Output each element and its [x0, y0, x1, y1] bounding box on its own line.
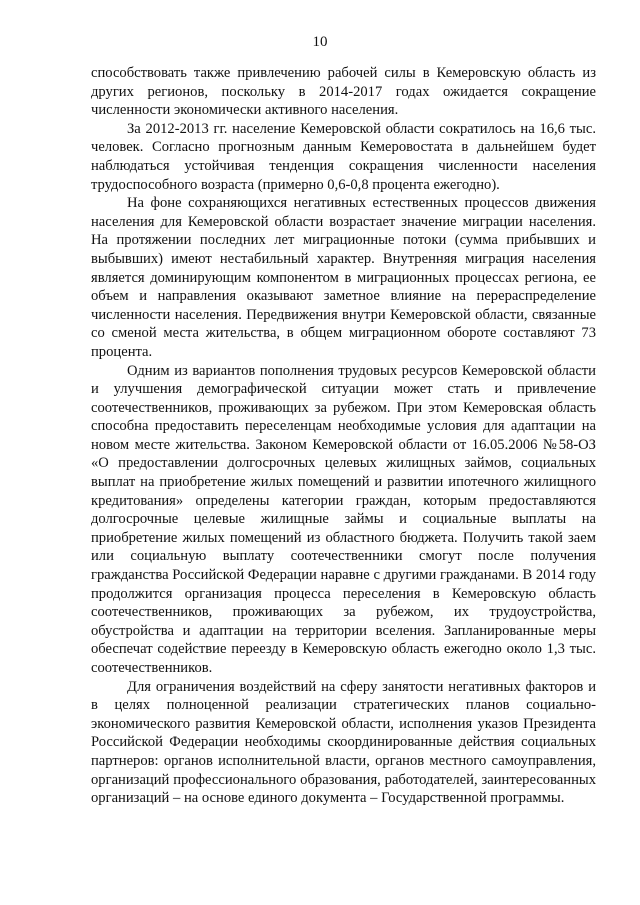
paragraph-state-program: Для ограничения воздействий на сферу занятости негативных факторов и в целях полноценной реализации стратегических планов социально-экономического развития Кемеровской области, исполнения указов Президента Российской Федерации необходимы скоординированные действия социальных партнеров: органов исполнительной власти, органов местного самоуправления, организаций профессионального образования, работодателей, заинтересованных организаций – на основе единого документа – Государственной программы. [91, 678, 596, 807]
paragraph-compatriots: Одним из вариантов пополнения трудовых ресурсов Кемеровской области и улучшения демографической ситуации может стать и привлечение соотечественников, проживающих за рубежом. При этом Кемеровская область способна предоставить переселенцам необходимые условия для адаптации на новом месте жительства. Законом Кемеровской области от 16.05.2006 №58-ОЗ «О предоставлении долгосрочных целевых жилищных займов, социальных выплат на приобретение жилых помещений и развитии ипотечного жилищного кредитования» определены категории граждан, которым предоставляются долгосрочные целевые жилищные займы и социальные выплаты на приобретение жилых помещений из областного бюджета. Получить такой заем или социальную выплату соотечественники смогут после получения гражданства Российской Федерации наравне с другими гражданами. В 2014 году продолжится организация процесса переселения в Кемеровскую область соотечественников, проживающих за рубежом, их трудоустройства, обустройства и адаптации на территории вселения. Запланированные меры обеспечат содействие переезду в Кемеровскую область ежегодно около 1,3 тыс. соотечественников. [91, 362, 596, 676]
paragraph-migration: На фоне сохраняющихся негативных естественных процессов движения населения для Кемеровской области возрастает значение миграции населения. На протяжении последних лет миграционные потоки (сумма прибывших и выбывших) имеют нестабильный характер. Внутренняя миграция населения является доминирующим компонентом в миграционных процессах региона, ее объем и направления оказывают заметное влияние на перераспределение численности населения. Передвижения внутри Кемеровской области, связанные со сменой места жительства, в общем миграционном обороте составляют 73 процента. [91, 195, 596, 360]
paragraph-continued: способствовать также привлечению рабочей силы в Кемеровскую область из других регионов, поскольку в 2014-2017 годах ожидается сокращение численности экономически активного населения. [91, 65, 596, 119]
paragraph-population-decline: За 2012-2013 гг. население Кемеровской области сократилось на 16,6 тыс. человек. Согласно прогнозным данным Кемеровостата в дальнейшем будет наблюдаться устойчивая тенденция сокращения численности населения трудоспособного возраста (примерно 0,6-0,8 процента ежегодно). [91, 120, 596, 193]
body-text [91, 64, 596, 808]
page-number: 10 [312, 34, 328, 50]
